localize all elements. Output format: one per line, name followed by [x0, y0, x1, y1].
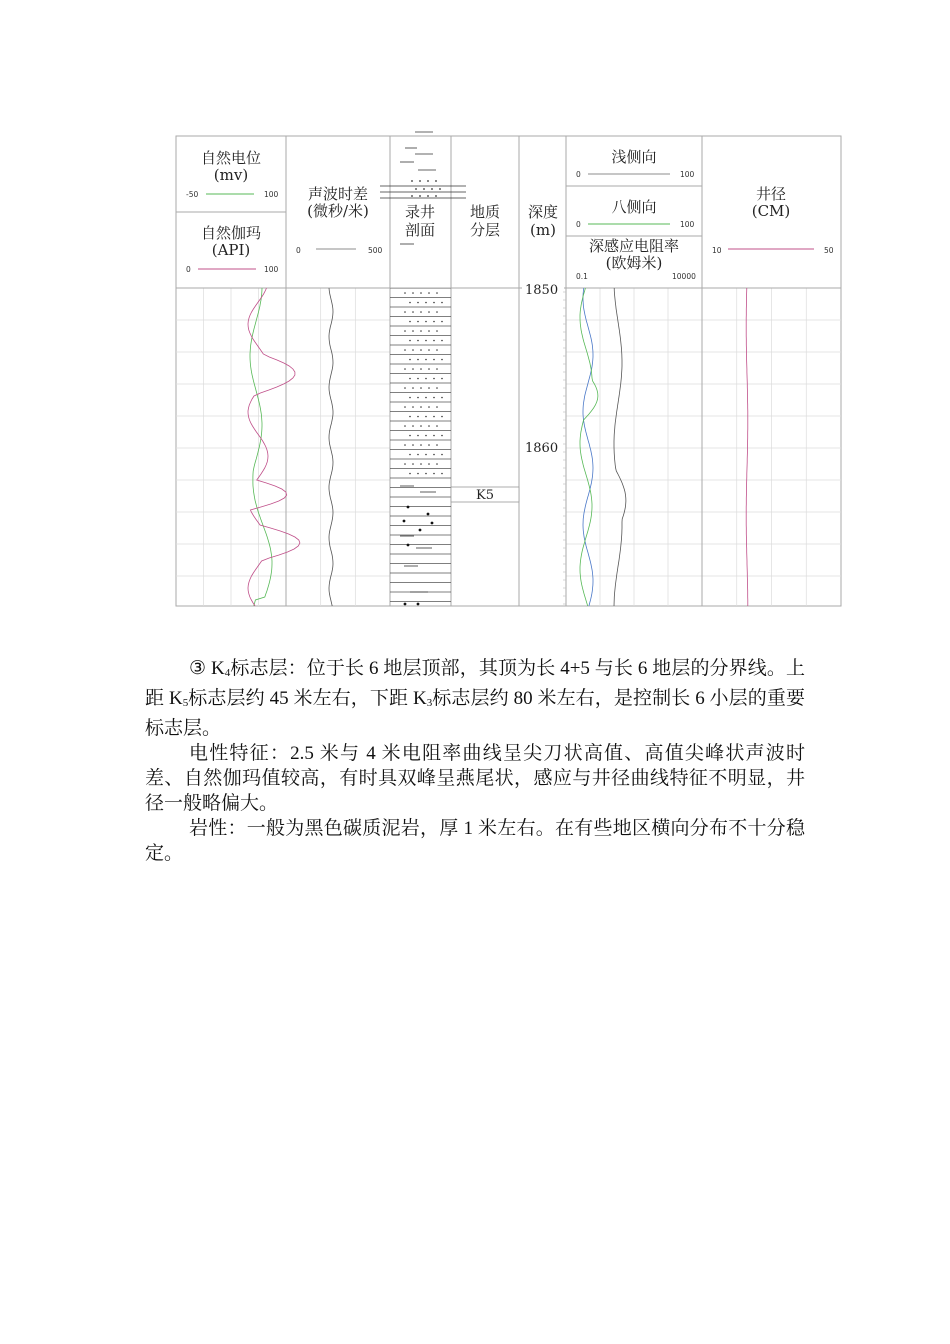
lith-sand-dot: [425, 454, 427, 456]
lith-sand-dot: [433, 473, 435, 475]
lith-sand-dot: [425, 378, 427, 380]
lith-sand-dot: [404, 292, 406, 294]
lith-sand-dot: [436, 387, 438, 389]
cal-title: 井径: [755, 185, 787, 203]
lith-sand-dot: [425, 397, 427, 399]
lith-sand-dot: [436, 311, 438, 313]
lith-sand-dot: [404, 349, 406, 351]
lith-sand-dot: [441, 302, 443, 304]
lld-scale-max: 100: [680, 220, 695, 229]
paragraph-electrical-features: 电性特征：2.5 米与 4 米电阻率曲线呈尖刀状高值、高值尖峰状声波时差、自然伽玛值较高，有时具双峰呈燕尾状，感应与井径曲线特征不明显，井径一般略偏大。: [145, 743, 805, 814]
lith-sand-dot: [436, 406, 438, 408]
lith-sand-dot: [428, 349, 430, 351]
lith-sand-dot: [417, 359, 419, 361]
lith-sand-dot: [412, 425, 414, 427]
lith-gravel-dot: [417, 603, 420, 606]
ild-scale-min: 0.1: [576, 272, 588, 281]
lith-sand-dot: [441, 321, 443, 323]
lith-gravel-dot: [427, 513, 430, 516]
lith-sand-dot: [425, 359, 427, 361]
lith-sand-dot: [428, 387, 430, 389]
lith-sand-dot: [433, 416, 435, 418]
lith-sand-dot: [428, 292, 430, 294]
lith-sand-dot: [404, 463, 406, 465]
geo-header-line1: 地质: [469, 203, 501, 221]
lith-sand-dot: [412, 387, 414, 389]
lith-sand-dot: [417, 302, 419, 304]
lith-sand-dot: [417, 473, 419, 475]
lith-sand-dot: [425, 321, 427, 323]
lls-curve: [583, 288, 593, 606]
lith-sand-dot: [420, 349, 422, 351]
lith-sand-dot: [409, 378, 411, 380]
lith-sand-dot: [420, 368, 422, 370]
lld-curve: [580, 288, 598, 606]
lith-sand-dot: [412, 311, 414, 313]
lith-sand-dot: [436, 425, 438, 427]
lith-sand-dot: [417, 321, 419, 323]
cal-scale-max: 50: [824, 246, 834, 255]
lith-sand-dot: [417, 340, 419, 342]
sp-unit: (mv): [213, 166, 249, 184]
lith-header-line1: 录井: [404, 203, 436, 221]
lith-sand-dot: [428, 444, 430, 446]
lith-sand-dot: [404, 444, 406, 446]
depth-header-line1: 深度: [527, 203, 559, 221]
lith-sand-dot: [404, 425, 406, 427]
lith-sand-dot: [441, 473, 443, 475]
paragraph-k4-marker: ③ $K_4$标志层：位于长 6 地层顶部，其顶为长 4+5 与长 6 地层的分界线。上距 $K_5$标志层约 45 米左右，下距 $K_3$标志层约 80 米左右，是控制长 6 小层的重要标志层。: [145, 658, 805, 739]
gr-scale-min: 0: [186, 265, 191, 274]
lith-sand-dot: [409, 416, 411, 418]
lith-sand-dot: [420, 444, 422, 446]
lith-gravel-dot: [407, 544, 410, 547]
lith-sand-dot: [417, 454, 419, 456]
lith-sand-dot: [428, 368, 430, 370]
lith-sand-dot: [412, 444, 414, 446]
lith-sand-dot: [417, 416, 419, 418]
lith-sand-dot: [404, 330, 406, 332]
lith-sand-dot: [425, 473, 427, 475]
depth-label-1860: 1860: [525, 441, 559, 456]
lith-sand-dot: [428, 330, 430, 332]
ac-unit: (微秒/米): [307, 202, 369, 220]
lith-sand-dot: [409, 359, 411, 361]
lithology-column: [390, 288, 451, 605]
lith-sand-dot: [417, 378, 419, 380]
lith-sand-dot: [412, 330, 414, 332]
lith-sand-dot: [412, 463, 414, 465]
lith-sand-dot: [441, 416, 443, 418]
lld-scale-min: 0: [576, 220, 581, 229]
lithology-header-dots: [411, 180, 441, 197]
lith-sand-dot: [433, 454, 435, 456]
lith-sand-dot: [428, 425, 430, 427]
lls-title: 浅侧向: [611, 148, 657, 166]
lith-sand-dot: [412, 368, 414, 370]
lith-sand-dot: [441, 397, 443, 399]
lith-sand-dot: [425, 435, 427, 437]
sp-scale-max: 100: [264, 190, 279, 199]
gr-scale-max: 100: [264, 265, 279, 274]
column-separators: [176, 136, 841, 606]
depth-header-line2: (m): [530, 221, 556, 239]
cal-curve: [746, 288, 748, 606]
lith-sand-dot: [425, 340, 427, 342]
lith-sand-dot: [420, 425, 422, 427]
lith-sand-dot: [409, 302, 411, 304]
lith-sand-dot: [436, 330, 438, 332]
ac-curve: [329, 288, 333, 606]
lith-sand-dot: [420, 463, 422, 465]
lith-sand-dot: [433, 302, 435, 304]
lith-sand-dot: [441, 359, 443, 361]
lith-sand-dot: [433, 435, 435, 437]
lith-sand-dot: [417, 397, 419, 399]
lith-sand-dot: [404, 311, 406, 313]
sp-scale-min: -50: [186, 190, 199, 199]
gr-unit: (API): [211, 241, 251, 259]
lith-sand-dot: [433, 378, 435, 380]
lith-header-line2: 剖面: [404, 221, 436, 239]
lith-sand-dot: [412, 292, 414, 294]
depth-label-1850: 1850: [525, 283, 559, 298]
ild-curve: [614, 288, 626, 606]
ac-title: 声波时差: [307, 185, 369, 203]
lith-sand-dot: [404, 368, 406, 370]
lith-sand-dot: [409, 340, 411, 342]
lith-sand-dot: [436, 292, 438, 294]
lith-sand-dot: [409, 473, 411, 475]
gr-title: 自然伽玛: [200, 224, 262, 242]
gr-curve: [248, 288, 300, 606]
lith-sand-dot: [441, 435, 443, 437]
grid-lines: [176, 288, 841, 606]
lith-gravel-dot: [431, 522, 434, 525]
lith-sand-dot: [412, 406, 414, 408]
ild-title: 深感应电阻率: [588, 237, 680, 255]
lls-scale-max: 100: [680, 170, 695, 179]
sp-title: 自然电位: [200, 149, 262, 167]
ac-scale-max: 500: [368, 246, 383, 255]
figure-frame: [176, 136, 841, 606]
lith-sand-dot: [436, 368, 438, 370]
lith-sand-dot: [404, 387, 406, 389]
lith-sand-dot: [428, 463, 430, 465]
geo-header-line2: 分层: [469, 221, 501, 239]
ac-scale-min: 0: [296, 246, 301, 255]
ild-scale-max: 10000: [672, 272, 696, 281]
lith-sand-dot: [428, 311, 430, 313]
lith-sand-dot: [420, 330, 422, 332]
lith-sand-dot: [420, 292, 422, 294]
ild-unit: (欧姆米): [605, 254, 663, 272]
cal-unit: (CM): [751, 202, 791, 220]
lith-gravel-dot: [404, 603, 407, 606]
paragraph-lithology: 岩性：一般为黑色碳质泥岩，厚 1 米左右。在有些地区横向分布不十分稳定。: [145, 818, 805, 864]
lith-sand-dot: [425, 416, 427, 418]
k5-marker: [451, 487, 519, 503]
lith-sand-dot: [433, 340, 435, 342]
cal-scale-min: 10: [712, 246, 722, 255]
lith-sand-dot: [425, 302, 427, 304]
lith-sand-dot: [417, 435, 419, 437]
body-text: [145, 656, 805, 866]
lith-sand-dot: [420, 311, 422, 313]
lith-sand-dot: [412, 349, 414, 351]
lith-sand-dot: [436, 463, 438, 465]
depth-axis: [522, 283, 564, 456]
lith-sand-dot: [420, 387, 422, 389]
lith-sand-dot: [420, 406, 422, 408]
lith-gravel-dot: [419, 529, 422, 532]
k5-label: K5: [476, 488, 494, 503]
lith-sand-dot: [409, 397, 411, 399]
lith-gravel-dot: [403, 520, 406, 523]
lith-sand-dot: [404, 406, 406, 408]
lls-scale-min: 0: [576, 170, 581, 179]
lith-gravel-dot: [407, 506, 410, 509]
lith-sand-dot: [436, 444, 438, 446]
lith-sand-dot: [441, 378, 443, 380]
lith-sand-dot: [433, 397, 435, 399]
lith-sand-dot: [428, 406, 430, 408]
lith-sand-dot: [441, 454, 443, 456]
lith-sand-dot: [409, 321, 411, 323]
lith-sand-dot: [409, 435, 411, 437]
lith-sand-dot: [433, 359, 435, 361]
lith-sand-dot: [409, 454, 411, 456]
well-log-figure: [0, 0, 950, 640]
lld-title: 八侧向: [611, 198, 657, 216]
lith-sand-dot: [433, 321, 435, 323]
lith-sand-dot: [441, 340, 443, 342]
lith-sand-dot: [436, 349, 438, 351]
